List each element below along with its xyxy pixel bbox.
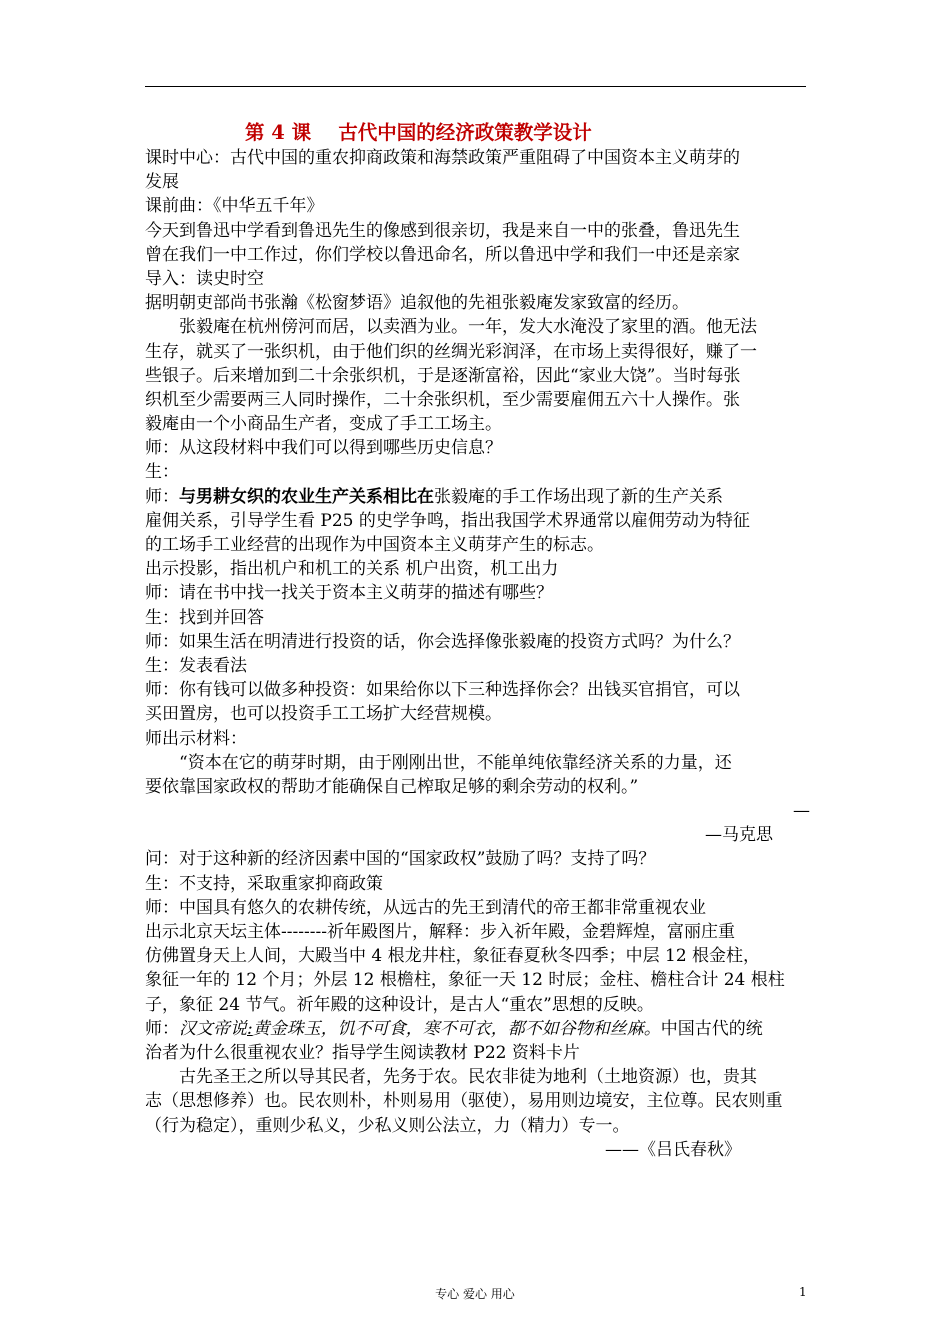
text-line: 据明朝吏部尚书张瀚《松窗梦语》追叙他的先祖张毅庵发家致富的经历。 — [145, 293, 689, 314]
text-line: 曾在我们一中工作过，你们学校以鲁迅命名，所以鲁迅中学和我们一中还是亲家 — [145, 244, 740, 265]
text-line: 雇佣关系，引导学生看 P25 的史学争鸣，指出我国学术界通常以雇佣劳动为特征 — [145, 510, 750, 531]
underlined-colon: : — [247, 1018, 253, 1039]
text-line: 生：找到并回答 — [145, 607, 264, 628]
text-span: 中国古代的统 — [660, 1018, 763, 1039]
text-line: 课时中心：古代中国的重农抑商政策和海禁政策严重阻碍了中国资本主义萌芽的 — [145, 148, 740, 168]
header-rule — [145, 86, 806, 87]
text-line: 织机至少需要两三人同时操作，二十余张织机，至少需要雇佣五六十人操作。张 — [145, 389, 740, 410]
text-line: 师：你有钱可以做多种投资：如果给你以下三种选择你会？出钱买官捐官，可以 — [145, 680, 740, 701]
text-line: 发展 — [145, 172, 179, 193]
speaker-label: 师： — [145, 486, 179, 507]
text-line — [145, 485, 810, 509]
text-line — [145, 1017, 810, 1041]
text-line: 师：请在书中找一找关于资本主义萌芽的描述有哪些？ — [145, 583, 553, 604]
attribution: —马克思 — [705, 825, 773, 846]
text-line: 象征一年的 12 个月；外层 12 根檐柱，象征一天 12 时辰；金柱、檐柱合计 24 根柱 — [145, 970, 785, 991]
attribution-dash: — — [793, 801, 810, 822]
text-line: 生存，就买了一张织机，由于他们织的丝绸光彩润泽，在市场上卖得很好，赚了一 — [145, 341, 757, 362]
footer-text: 专心 爱心 用心 — [435, 1287, 515, 1301]
quote-line: “资本在它的萌芽时期，由于刚刚出世，不能单纯依靠经济关系的力量，还 — [179, 752, 732, 773]
speaker-label: 师： — [145, 1018, 179, 1039]
text-line: 些银子。后来增加到二十余张织机，于是逐渐富裕，因此“家业大饶”。当时每张 — [145, 365, 741, 386]
text-span: 张毅庵的手工作场出现了新的生产关系 — [434, 486, 723, 507]
text-line: 出示投影，指出机户和机工的关系 机户出资，机工出力 — [145, 559, 559, 580]
text-line: 师：从这段材料中我们可以得到哪些历史信息？ — [145, 438, 502, 459]
text-line: 子，象征 24 节气。祈年殿的这种设计，是古人“重农”思想的反映。 — [145, 994, 654, 1015]
text-line: 师：中国具有悠久的农耕传统，从远古的先王到清代的帝王都非常重视农业 — [145, 897, 706, 918]
quote-line: 要依靠国家政权的帮助才能确保自己榨取足够的剩余劳动的权利。” — [145, 776, 639, 797]
text-line: 师：如果生活在明清进行投资的话，你会选择像张毅庵的投资方式吗？为什么？ — [145, 631, 740, 652]
attribution: ——《吕氏春秋》 — [605, 1139, 741, 1160]
quote-line: 志（思想修养）也。民农则朴，朴则易用（驱使），易用则边境安，主位尊。民农则重 — [145, 1091, 783, 1112]
italic-phrase: 汉文帝说 — [179, 1018, 247, 1039]
text-line: 毅庵由一个小商品生产者，变成了手工工场主。 — [145, 414, 502, 435]
bold-phrase: 与男耕女织的农业生产关系相比在 — [179, 486, 434, 507]
text-line: 张毅庵在杭州傍河而居，以卖酒为业。一年，发大水淹没了家里的酒。他无法 — [179, 317, 757, 338]
text-line: 今天到鲁迅中学看到鲁迅先生的像感到很亲切，我是来自一中的张叠，鲁迅先生 — [145, 220, 740, 241]
text-line: 导入：读史时空 — [145, 268, 264, 289]
text-line: 的工场手工业经营的出现作为中国资本主义萌芽产生的标志。 — [145, 535, 604, 555]
text-line: 生： — [145, 462, 179, 483]
italic-quote: 黄金珠玉，饥不可食，寒不可衣，都不如谷物和丝麻。 — [252, 1018, 661, 1039]
document-body — [145, 146, 810, 1162]
text-line: 问：对于这种新的经济因素中国的“国家政权”鼓励了吗？支持了吗？ — [145, 849, 656, 870]
quote-line: 古先圣王之所以导其民者，先务于农。民农非徒为地利（土地资源）也，贵其 — [179, 1067, 757, 1088]
text-line: 买田置房，也可以投资手工工场扩大经营规模。 — [145, 704, 502, 725]
text-line: 仿佛置身天上人间，大殿当中 4 根龙井柱，象征春夏秋冬四季；中层 12 根金柱， — [145, 946, 761, 967]
text-line: 生：发表看法 — [145, 655, 247, 676]
page-title: 第 4 课 古代中国的经济政策教学设计 — [245, 121, 592, 144]
text-line: 课前曲：《中华五千年》 — [145, 196, 324, 217]
page-number: 1 — [799, 1285, 807, 1299]
text-line: 出示北京天坛主体--------祈年殿图片，解释：步入祈年殿，金碧辉煌，富丽庄重 — [145, 922, 735, 942]
text-line: 师出示材料： — [145, 728, 247, 749]
text-line: 治者为什么很重视农业？指导学生阅读教材 P22 资料卡片 — [145, 1042, 580, 1063]
text-line: 生：不支持，采取重家抑商政策 — [145, 873, 383, 894]
quote-line: （行为稳定），重则少私义，少私义则公法立，力（精力）专一。 — [145, 1115, 630, 1136]
